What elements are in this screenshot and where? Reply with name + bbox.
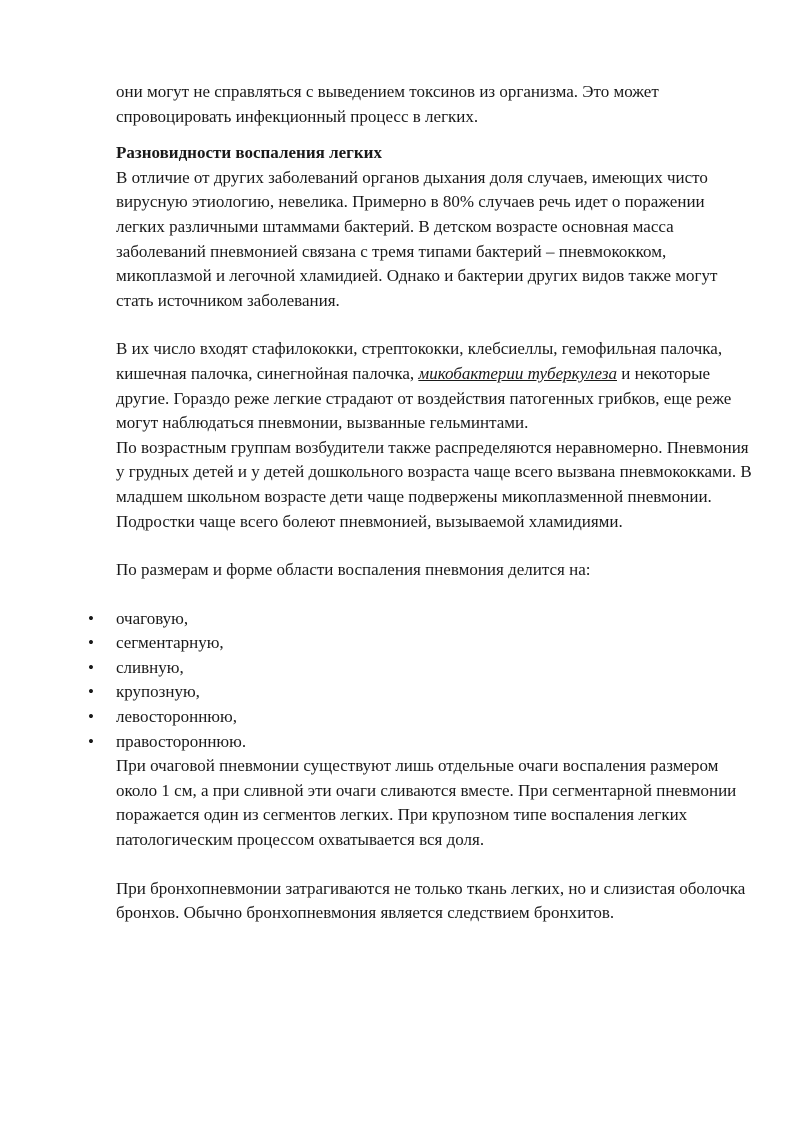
paragraph-bronchopneumonia: При бронхопневмонии затрагиваются не только ткань легких, но и слизистая оболочка бронхов. Обычно бронхопневмония является следствием бронхитов. (116, 878, 746, 923)
bullet-icon: • (88, 657, 94, 677)
spacer (116, 534, 756, 558)
list-item (88, 656, 756, 681)
bullet-icon: • (88, 707, 94, 727)
paragraph-text: В их число входят стафилококки, стрептококки, клебсиеллы, гемофильная палочка, кишечная палочка, синегнойная палочка, (116, 339, 723, 383)
list-item-label: сегментарную, (116, 633, 224, 653)
section-heading: Разновидности воспаления легких (116, 143, 382, 163)
list-item-label: левостороннюю, (116, 707, 237, 727)
list-item (88, 607, 756, 632)
paragraph-etiology: В отличие от других заболеваний органов дыхания доля случаев, имеющих чисто вирусную этиологию, невелика. Примерно в 80% случаев речь идет о поражении легких различными штаммами бактерий. В детском возрасте основная масса заболеваний пневмонией связана с тремя типами бактерий – пневмококком, микоплазмой и легочной хламидией. Однако и бактерии других видов также могут стать источником заболевания. (116, 167, 718, 310)
bullet-icon: • (88, 731, 94, 751)
paragraph-classification-intro: По размерам и форме области воспаления пневмония делится на: (116, 560, 591, 580)
list-item-label: сливную, (116, 657, 184, 677)
spacer (116, 853, 756, 877)
list-item-label: правостороннюю. (116, 731, 247, 751)
list-item-label: очаговую, (116, 608, 189, 628)
spacer (116, 129, 756, 141)
spacer (116, 583, 756, 607)
bullet-icon: • (88, 608, 94, 628)
spacer (116, 313, 756, 337)
document-body (88, 80, 756, 926)
paragraph-bacteria-list (116, 337, 756, 435)
tuberculosis-link[interactable]: микобактерии туберкулеза (418, 363, 617, 383)
pneumonia-types-list (88, 607, 756, 755)
list-item (88, 730, 756, 755)
list-item (88, 705, 756, 730)
list-item-label: крупозную, (116, 682, 200, 702)
bullet-icon: • (88, 682, 94, 702)
paragraph-intro-continuation: они могут не справляться с выведением токсинов из организма. Это может спровоцировать инфекционный процесс в легких. (116, 82, 659, 126)
bullet-icon: • (88, 633, 94, 653)
list-item (88, 680, 756, 705)
paragraph-text: и некоторые другие. Гораздо реже легкие страдают от воздействия патогенных грибков, еще реже могут наблюдаться пневмонии, вызванные гельминтами. (116, 363, 732, 433)
list-item (88, 631, 756, 656)
paragraph-age-groups: По возрастным группам возбудители также распределяются неравномерно. Пневмония у грудных детей и у детей дошкольного возраста чаще всего вызвана пневмококками. В младшем школьном возрасте дети чаще подвержены микоплазменной пневмонии. Подростки чаще всего болеют пневмонией, вызываемой хламидиями. (116, 437, 752, 531)
paragraph-focal-description: При очаговой пневмонии существуют лишь отдельные очаги воспаления размером около 1 см, а при сливной эти очаги сливаются вместе. При сегментарной пневмонии поражается один из сегментов легких. При крупозном типе воспаления легких патологическим процессом охватывается вся доля. (116, 756, 737, 850)
